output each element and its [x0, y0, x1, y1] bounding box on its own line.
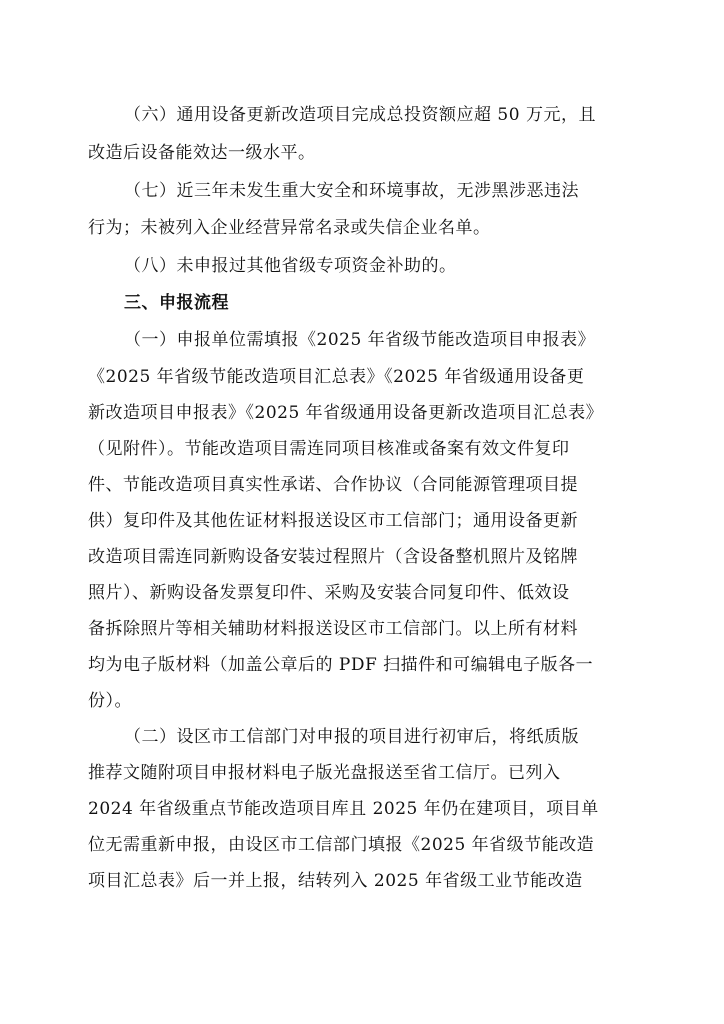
paragraph-2-line-3: 2024 年省级重点节能改造项目库且 2025 年仍在建项目，项目单 [88, 799, 599, 819]
paragraph-1-line-3: 新改造项目申报表》《2025 年省级通用设备更新改造项目汇总表》 [88, 403, 604, 423]
paragraph-6-line-2: 改造后设备能效达一级水平。 [88, 143, 316, 163]
paragraph-1-line-11: 份）。 [88, 691, 132, 711]
paragraph-1-line-1: （一）申报单位需填报《2025 年省级节能改造项目申报表》 [124, 330, 596, 350]
paragraph-8-line-1: （八）未申报过其他省级专项资金补助的。 [124, 256, 457, 276]
paragraph-1-line-9: 备拆除照片等相关辅助材料报送设区市工信部门。以上所有材料 [88, 619, 578, 639]
paragraph-1-line-5: 件、节能改造项目真实性承诺、合作协议（合同能源管理项目提 [88, 475, 578, 495]
paragraph-6-line-1: （六）通用设备更新改造项目完成总投资额应超 50 万元，且 [124, 105, 596, 125]
paragraph-1-line-7: 改造项目需连同新购设备安装过程照片（含设备整机照片及铭牌 [88, 547, 578, 567]
paragraph-1-line-8: 照片）、新购设备发票复印件、采购及安装合同复印件、低效设 [88, 583, 570, 603]
paragraph-1-line-2: 《2025 年省级节能改造项目汇总表》《2025 年省级通用设备更 [88, 367, 585, 387]
paragraph-7-line-1: （七）近三年未发生重大安全和环境事故，无涉黑涉恶违法 [124, 181, 579, 201]
paragraph-1-line-10: 均为电子版材料（加盖公章后的 PDF 扫描件和可编辑电子版各一 [88, 655, 594, 675]
paragraph-1-line-6: 供）复印件及其他佐证材料报送设区市工信部门；通用设备更新 [88, 511, 578, 531]
paragraph-2-line-4: 位无需重新申报，由设区市工信部门填报《2025 年省级节能改造 [88, 835, 595, 855]
paragraph-2-line-2: 推荐文随附项目申报材料电子版光盘报送至省工信厅。已列入 [88, 763, 561, 783]
paragraph-2-line-1: （二）设区市工信部门对申报的项目进行初审后，将纸质版 [124, 727, 579, 747]
paragraph-7-line-2: 行为；未被列入企业经营异常名录或失信企业名单。 [88, 218, 491, 238]
paragraph-2-line-5: 项目汇总表》后一并上报，结转列入 2025 年省级工业节能改造 [88, 871, 583, 891]
section-heading: 三、申报流程 [124, 293, 229, 313]
paragraph-1-line-4: （见附件）。节能改造项目需连同项目核准或备案有效文件复印 [88, 439, 570, 459]
